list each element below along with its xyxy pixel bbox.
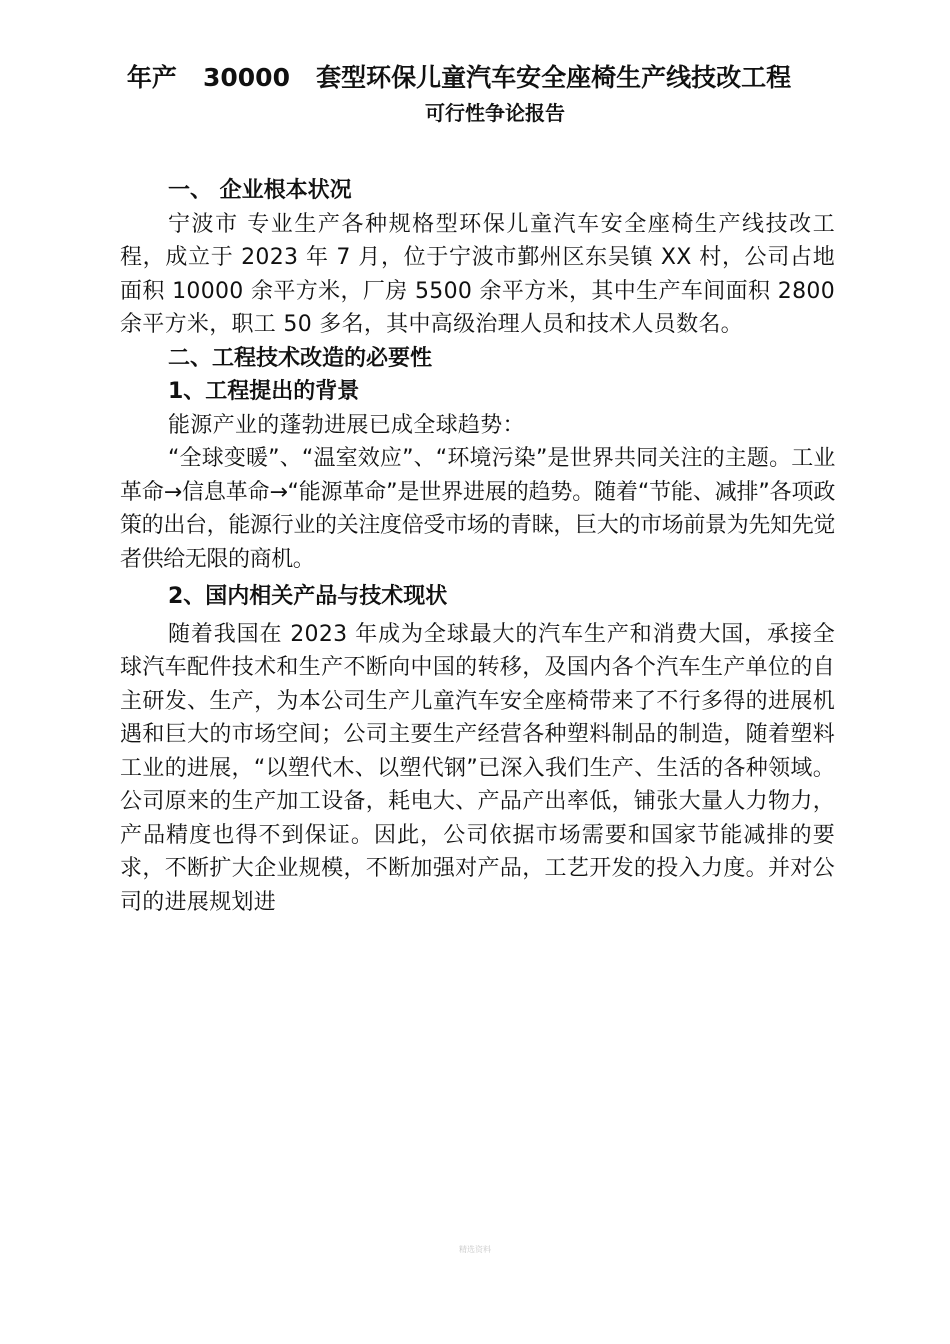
document-subtitle: 可行性争论报告 — [425, 101, 565, 125]
paragraph-company-status: 宁波市 专业生产各种规格型环保儿童汽车安全座椅生产线技改工程，成立于 2023 年 7 月，位于宁波市鄞州区东吴镇 XX 村，公司占地面积 10000 余平方米，厂房 5500 余平方米，其中生产车间面积 2800 余平方米，职工 50 多名，其中高级治理人员和技术人员数名。 — [120, 211, 835, 337]
paragraph-global-issues: “全球变暖”、“温室效应”、“环境污染”是世界共同关注的主题。工业革命→信息革命→“能源革命”是世界进展的趋势。随着“节能、减排”各项政策的出台，能源行业的关注度倍受市场的青睐，巨大的市场前景为先知先觉者供给无限的商机。 — [120, 446, 835, 572]
subsection-heading-background: 1、工程提出的背景 — [168, 379, 360, 404]
footer-watermark: 精选资料 — [459, 1245, 491, 1254]
subsection-heading-domestic-status: 2、国内相关产品与技术现状 — [168, 584, 448, 609]
document-title: 年产 30000 套型环保儿童汽车安全座椅生产线技改工程 — [126, 63, 792, 92]
section-heading-necessity: 二、工程技术改造的必要性 — [168, 345, 433, 371]
document-body — [120, 174, 835, 919]
paragraph-domestic-status: 随着我国在 2023 年成为全球最大的汽车生产和消费大国，承接全球汽车配件技术和生产不断向中国的转移，及国内各个汽车生产单位的自主研发、生产，为本公司生产儿童汽车安全座椅带来了不行多得的进展机遇和巨大的市场空间；公司主要生产经营各种塑料制品的制造，随着塑料工业的进展，“以塑代木、以塑代钢”已深入我们生产、生活的各种领域。公司原来的生产加工设备，耗电大、产品产出率低，铺张大量人力物力，产品精度也得不到保证。因此，公司依据市场需要和国家节能减排的要求，不断扩大企业规模，不断加强对产品，工艺开发的投入力度。并对公司的进展规划进 — [120, 621, 835, 915]
section-heading-company-status: 一、 企业根本状况 — [168, 178, 352, 203]
paragraph-energy-trend: 能源产业的蓬勃进展已成全球趋势： — [168, 412, 525, 438]
